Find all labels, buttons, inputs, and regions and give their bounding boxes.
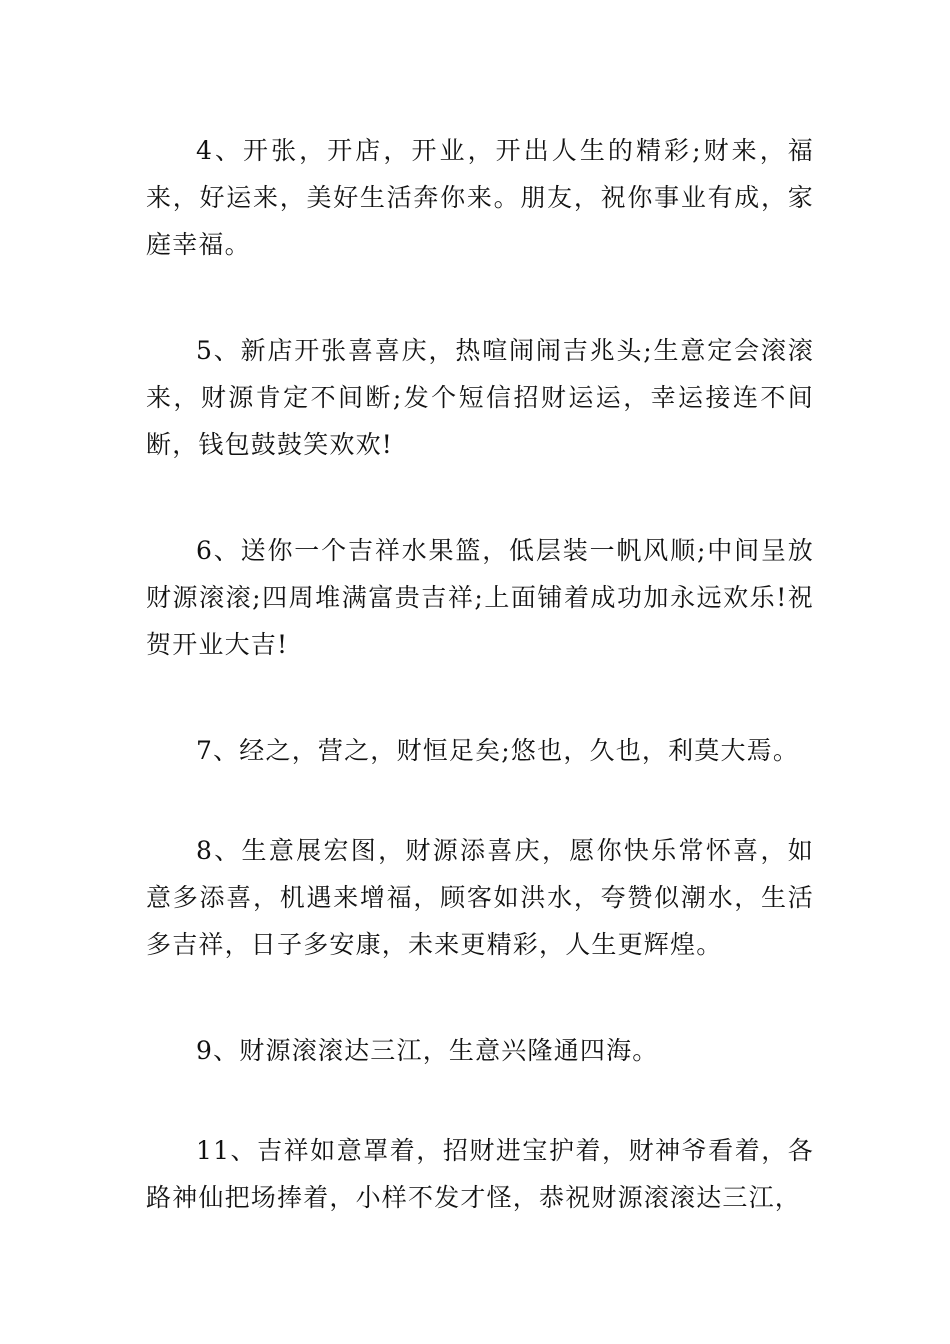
paragraph-4: 4、开张，开店，开业，开出人生的精彩;财来，福来，好运来，美好生活奔你来。朋友，祝你事业有成，家庭幸福。 — [146, 136, 814, 259]
paragraph-6: 6、送你一个吉祥水果篮，低层装一帆风顺;中间呈放财源滚滚;四周堆满富贵吉祥;上面铺着成功加永远欢乐!祝贺开业大吉! — [146, 536, 814, 659]
paragraph-9: 9、财源滚滚达三江，生意兴隆通四海。 — [196, 1036, 659, 1065]
paragraph-7: 7、经之，营之，财恒足矣;悠也，久也，利莫大焉。 — [196, 736, 800, 765]
paragraph-8: 8、生意展宏图，财源添喜庆，愿你快乐常怀喜，如意多添喜，机遇来增福，顾客如洪水，夸赞似潮水，生活多吉祥，日子多安康，未来更精彩，人生更辉煌。 — [146, 836, 814, 959]
paragraph-11: 11、吉祥如意罩着，招财进宝护着，财神爷看着，各路神仙把场捧着，小样不发才怪，恭祝财源滚滚达三江， — [146, 1136, 814, 1212]
paragraph-5: 5、新店开张喜喜庆，热喧闹闹吉兆头;生意定会滚滚来，财源肯定不间断;发个短信招财运运，幸运接连不间断，钱包鼓鼓笑欢欢! — [146, 336, 814, 459]
